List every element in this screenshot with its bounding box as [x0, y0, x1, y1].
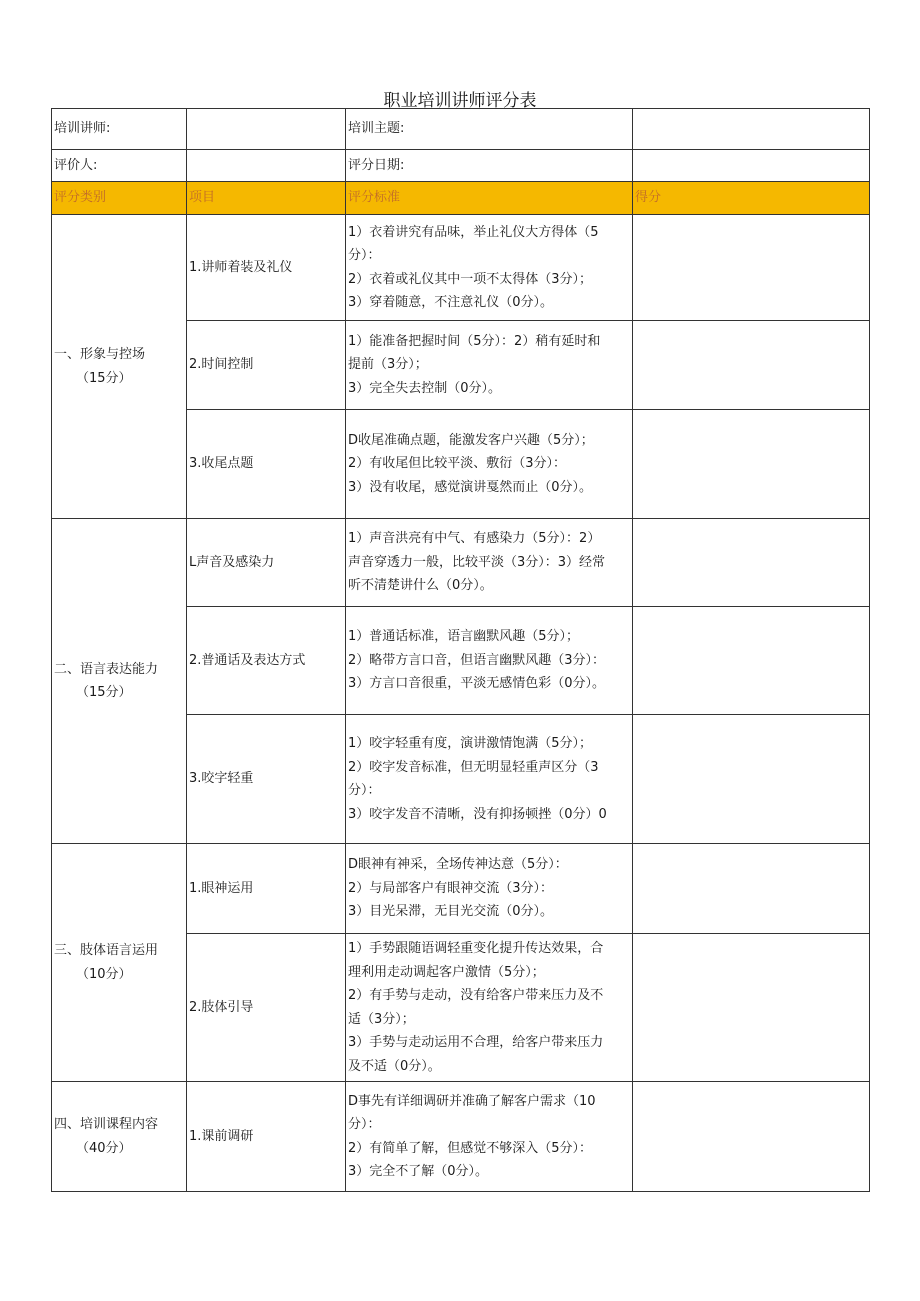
criteria-line: 及不适（0分）。 [348, 1058, 441, 1074]
evaluator-label: 评价人: [52, 150, 187, 182]
category-points: （15分） [76, 685, 132, 700]
criteria-line: 2）咬字发音标准，但无明显轻重声区分（3 [348, 759, 599, 775]
criteria-line: 1）普通话标准，语言幽默风趣（5分）； [348, 629, 580, 645]
item-label: L声音及感染力 [187, 519, 346, 607]
item-label: 1.讲师着装及礼仪 [187, 215, 346, 321]
score-cell[interactable] [633, 1082, 870, 1192]
score-cell[interactable] [633, 607, 870, 715]
criteria-cell [346, 519, 633, 607]
score-cell[interactable] [633, 215, 870, 321]
criteria-line: 3）手势与走动运用不合理，给客户带来压力 [348, 1035, 604, 1050]
criteria-cell [346, 215, 633, 321]
criteria-line: 3）没有收尾，感觉演讲戛然而止（0分）。 [348, 479, 593, 495]
criteria-cell [346, 321, 633, 410]
category-points: （10分） [76, 966, 132, 982]
rating-table [51, 108, 870, 1192]
category-cell [52, 519, 187, 844]
header-criteria: 评分标准 [346, 182, 633, 215]
trainer-label: 培训讲师: [52, 109, 187, 150]
criteria-line: 2）略带方言口音，但语言幽默风趣（3分）： [348, 652, 606, 668]
item-label: 3.咬字轻重 [187, 715, 346, 844]
criteria-line: 适（3分）； [348, 1011, 415, 1027]
criteria-line: 分）： [348, 1117, 381, 1132]
criteria-line: 分）： [348, 783, 381, 798]
score-cell[interactable] [633, 844, 870, 934]
criteria-cell [346, 934, 633, 1082]
item-label: 2.时间控制 [187, 321, 346, 410]
criteria-line: D事先有详细调研并准确了解客户需求（10 [348, 1093, 596, 1109]
criteria-line: 1）咬字轻重有度，演讲激情饱满（5分）； [348, 736, 593, 751]
table-row [52, 215, 870, 321]
score-cell[interactable] [633, 410, 870, 519]
table-row [52, 1082, 870, 1192]
category-points: （40分） [76, 1140, 132, 1156]
criteria-line: 2）有收尾但比较平淡、敷衍（3分）： [348, 456, 567, 472]
item-label: 1.眼神运用 [187, 844, 346, 934]
criteria-cell [346, 1082, 633, 1192]
header-row [52, 182, 870, 215]
score-cell[interactable] [633, 715, 870, 844]
criteria-cell [346, 844, 633, 934]
header-category: 评分类别 [52, 182, 187, 215]
criteria-line: 3）穿着随意，不注意礼仪（0分）。 [348, 295, 554, 310]
info-row-trainer [52, 109, 870, 150]
category-points: （15分） [76, 370, 132, 386]
criteria-line: 3）完全不了解（0分）。 [348, 1164, 489, 1179]
evaluator-value[interactable] [187, 150, 346, 182]
topic-value[interactable] [633, 109, 870, 150]
category-cell [52, 844, 187, 1082]
criteria-line: 2）有简单了解，但感觉不够深入（5分）： [348, 1140, 593, 1156]
item-label: 1.课前调研 [187, 1082, 346, 1192]
criteria-line: 3）方言口音很重，平淡无感情色彩（0分）。 [348, 676, 606, 692]
table-row [52, 519, 870, 607]
criteria-line: D收尾准确点题，能激发客户兴趣（5分）； [348, 432, 594, 448]
criteria-line: 1）手势跟随语调轻重变化提升传达效果，合 [348, 941, 604, 956]
criteria-line: 理利用走动调起客户激情（5分）； [348, 964, 545, 980]
category-cell [52, 215, 187, 519]
criteria-line: 1）衣着讲究有品味，举止礼仪大方得体（5 [348, 224, 599, 240]
criteria-line: 提前（3分）； [348, 357, 428, 373]
criteria-line: 听不清楚讲什么（0分）。 [348, 578, 493, 594]
criteria-cell [346, 410, 633, 519]
header-score: 得分 [633, 182, 870, 215]
criteria-line: 3）咬字发音不清晰，没有抑扬顿挫（0分）0 [348, 806, 607, 822]
criteria-cell [346, 715, 633, 844]
info-row-evaluator [52, 150, 870, 182]
trainer-value[interactable] [187, 109, 346, 150]
criteria-line: 2）与局部客户有眼神交流（3分）： [348, 880, 554, 896]
date-label: 评分日期: [346, 150, 633, 182]
criteria-line: 1）能准备把握时间（5分）：2）稍有延时和 [348, 333, 601, 349]
score-cell[interactable] [633, 934, 870, 1082]
score-cell[interactable] [633, 321, 870, 410]
category-name: 一、形象与控场 [54, 347, 146, 362]
criteria-line: 3）完全失去控制（0分）。 [348, 380, 502, 396]
criteria-line: 声音穿透力一般，比较平淡（3分）：3）经常 [348, 554, 606, 570]
category-name: 四、培训课程内容 [54, 1117, 159, 1132]
item-label: 2.普通话及表达方式 [187, 607, 346, 715]
criteria-line: 3）目光呆滞，无目光交流（0分）。 [348, 904, 554, 920]
criteria-line: 2）有手势与走动，没有给客户带来压力及不 [348, 988, 604, 1003]
item-label: 2.肢体引导 [187, 934, 346, 1082]
criteria-line: D眼神有神采，全场传神达意（5分）： [348, 857, 568, 873]
category-name: 三、肢体语言运用 [54, 943, 159, 958]
item-label: 3.收尾点题 [187, 410, 346, 519]
category-name: 二、语言表达能力 [54, 661, 159, 677]
date-value[interactable] [633, 150, 870, 182]
criteria-line: 2）衣着或礼仪其中一项不太得体（3分）； [348, 271, 593, 287]
criteria-line: 1）声音洪亮有中气、有感染力（5分）：2） [348, 531, 601, 547]
topic-label: 培训主题: [346, 109, 633, 150]
category-cell [52, 1082, 187, 1192]
score-cell[interactable] [633, 519, 870, 607]
criteria-cell [346, 607, 633, 715]
page-title: 职业培训讲师评分表 [383, 91, 537, 111]
criteria-line: 分）： [348, 248, 381, 263]
header-item: 项目 [187, 182, 346, 215]
table-row [52, 844, 870, 934]
